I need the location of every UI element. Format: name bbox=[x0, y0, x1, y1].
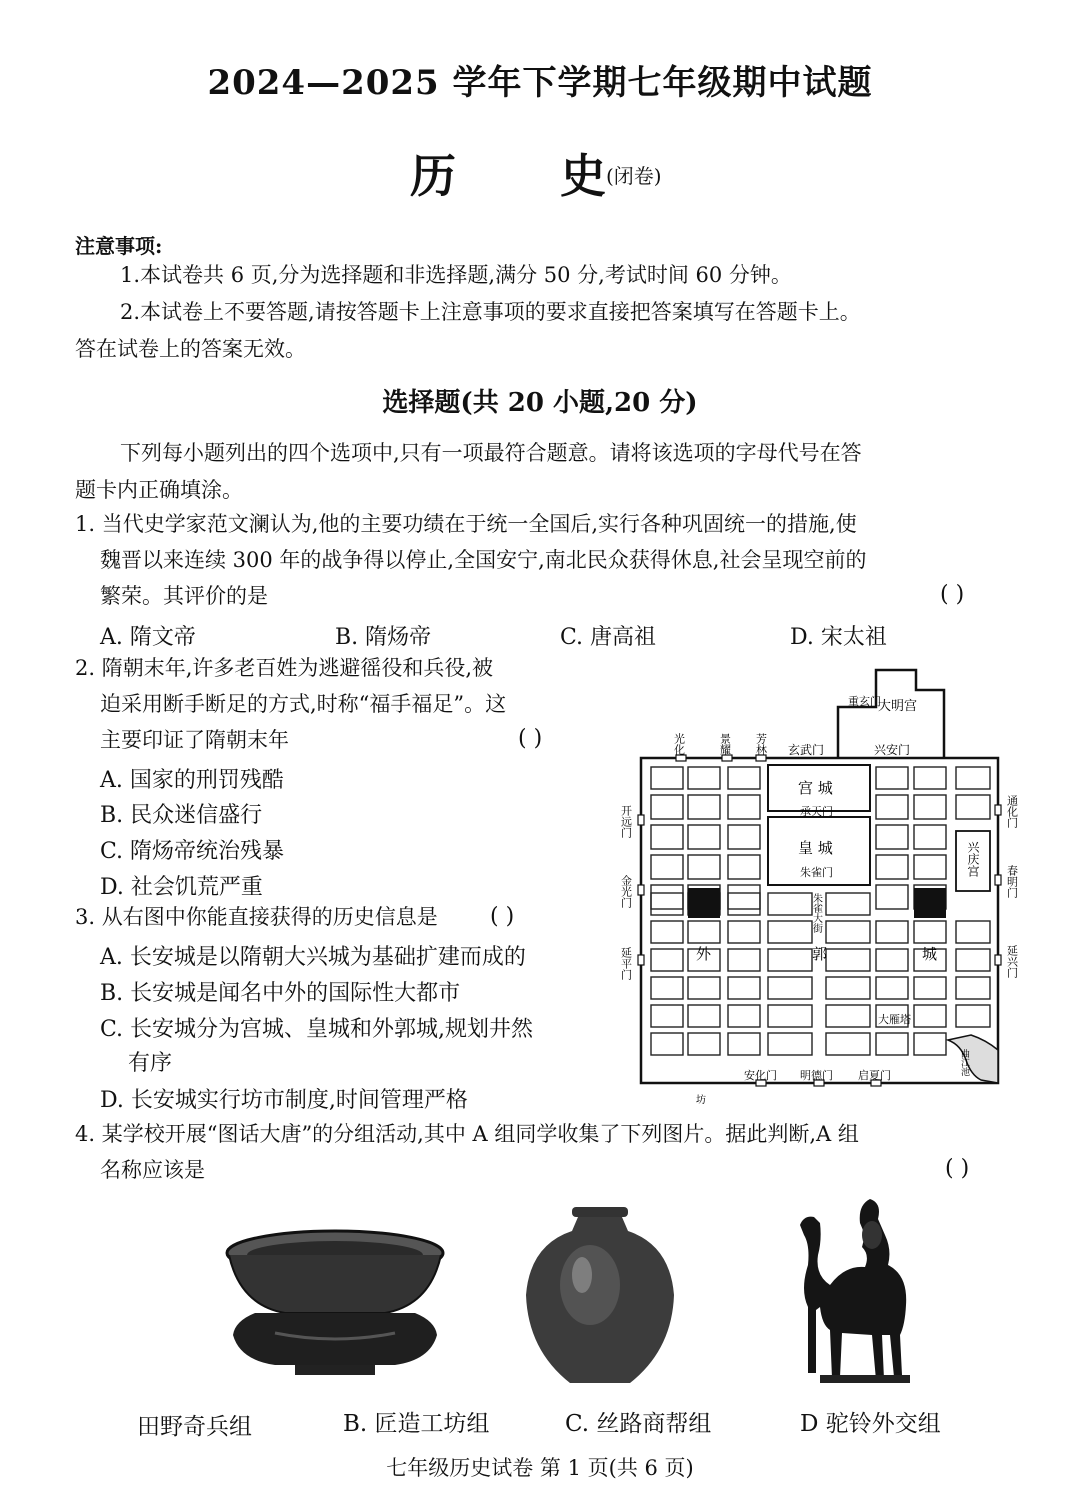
map-label-yanxing: 延兴门 bbox=[1005, 945, 1019, 978]
map-label-guo: 郭 bbox=[812, 945, 828, 963]
camel-figurine-image bbox=[790, 1195, 920, 1395]
map-label-mingde: 明德门 bbox=[800, 1069, 833, 1082]
map-label-xingqing: 兴庆宫 bbox=[966, 841, 980, 877]
section-heading: 选择题(共 20 小题,20 分) bbox=[382, 388, 698, 418]
q1-option-c: C. 唐高祖 bbox=[560, 625, 657, 650]
section-intro: 下列每小题列出的四个选项中,只有一项最符合题意。请将该选项的字母代号在答 bbox=[120, 441, 862, 465]
q1-stem-line-2: 魏晋以来连续 300 年的战争得以停止,全国安宁,南北民众获得休息,社会呈现空前的 bbox=[100, 548, 867, 572]
west-market bbox=[688, 888, 720, 918]
map-label-qujiang: 曲江池 bbox=[959, 1049, 969, 1076]
q2-answer-paren: ( ) bbox=[518, 726, 543, 751]
q2-stem-line-3: 主要印证了隋朝末年 bbox=[100, 728, 289, 752]
q3-option-d: D. 长安城实行坊市制度,时间管理严格 bbox=[100, 1088, 468, 1113]
map-label-guanghua: 光化 bbox=[672, 733, 686, 755]
subject-char-1: 历 bbox=[410, 149, 456, 203]
east-market bbox=[914, 888, 946, 918]
map-label-xingan: 兴安门 bbox=[874, 743, 911, 757]
q4-option-d: D 驼铃外交组 bbox=[800, 1411, 941, 1437]
map-label-jingyao: 景耀 bbox=[718, 733, 732, 755]
map-label-yanping: 延平门 bbox=[619, 947, 633, 980]
note-item-1: 1.本试卷共 6 页,分为选择题和非选择题,满分 50 分,考试时间 60 分钟。 bbox=[120, 263, 792, 287]
q3-option-b: B. 长安城是闻名中外的国际性大都市 bbox=[100, 981, 461, 1006]
map-label-cheng: 城 bbox=[922, 945, 938, 963]
map-label-dayan: 大雁塔 bbox=[878, 1013, 911, 1026]
q3-option-c-cont: 有序 bbox=[128, 1051, 173, 1076]
q4-stem-line-1: 4. 某学校开展“图话大唐”的分组活动,其中 A 组同学收集了下列图片。据此判断,A 组 bbox=[75, 1122, 859, 1146]
map-label-street: 朱雀大街 bbox=[810, 893, 822, 933]
q2-option-a: A. 国家的刑罚残酷 bbox=[100, 768, 284, 793]
q3-option-a: A. 长安城是以隋朝大兴城为基础扩建而成的 bbox=[100, 945, 526, 970]
map-label-gongcheng: 宫 城 bbox=[798, 779, 833, 797]
page-footer: 七年级历史试卷 第 1 页(共 6 页) bbox=[386, 1456, 694, 1480]
q2-stem-line-1: 2. 隋朝末年,许多老百姓为逃避徭役和兵役,被 bbox=[75, 656, 494, 680]
section-intro-cont: 题卡内正确填涂。 bbox=[75, 478, 243, 502]
map-label-xuanwu: 玄武门 bbox=[788, 743, 825, 757]
q1-stem-line-3: 繁荣。其评价的是 bbox=[100, 584, 268, 608]
q3-stem: 3. 从右图中你能直接获得的历史信息是 bbox=[75, 905, 438, 929]
map-label-zhuque: 朱雀门 bbox=[800, 866, 833, 879]
q1-answer-paren: ( ) bbox=[940, 582, 965, 607]
map-label-chongxuan: 重玄门 bbox=[848, 695, 881, 708]
map-label-jinguang: 金光门 bbox=[619, 875, 633, 908]
note-item-2: 2.本试卷上不要答题,请按答题卡上注意事项的要求直接把答案填写在答题卡上。 bbox=[120, 300, 861, 324]
q2-option-c: C. 隋炀帝统治残暴 bbox=[100, 839, 285, 864]
q1-option-a: A. 隋文帝 bbox=[100, 625, 196, 650]
exam-title: 2024—2025 学年下学期七年级期中试题 bbox=[207, 63, 873, 103]
q3-option-c: C. 长安城分为宫城、皇城和外郭城,规划井然 bbox=[100, 1017, 534, 1042]
q2-stem-line-2: 迫采用断手断足的方式,时称“福手福足”。这 bbox=[100, 692, 507, 716]
map-label-qixia: 启夏门 bbox=[858, 1069, 891, 1082]
map-label-tonghua: 通化门 bbox=[1005, 795, 1019, 828]
map-label-chunming: 春明门 bbox=[1005, 865, 1019, 898]
map-label-fanglin: 芳林 bbox=[754, 733, 768, 755]
q4-stem-line-2: 名称应该是 bbox=[100, 1158, 205, 1182]
jar-image bbox=[520, 1205, 680, 1390]
q4-option-a: 田野奇兵组 bbox=[137, 1414, 252, 1440]
q1-stem-line-1: 1. 当代史学家范文澜认为,他的主要功绩在于统一全国后,实行各种巩固统一的措施,使 bbox=[75, 512, 857, 536]
q1-option-b: B. 隋炀帝 bbox=[335, 625, 432, 650]
q1-option-d: D. 宋太祖 bbox=[790, 625, 887, 650]
q4-option-c: C. 丝路商帮组 bbox=[565, 1411, 712, 1437]
bowl-image bbox=[215, 1225, 455, 1385]
changan-city-map bbox=[616, 655, 1026, 1105]
closed-book-note: (闭卷) bbox=[606, 164, 662, 188]
subject-char-2: 史 bbox=[560, 149, 606, 203]
q3-answer-paren: ( ) bbox=[490, 904, 515, 929]
map-label-chengtian: 承天门 bbox=[800, 805, 833, 818]
note-item-2-cont: 答在试卷上的答案无效。 bbox=[75, 337, 306, 361]
map-label-huangcheng: 皇 城 bbox=[798, 839, 833, 857]
q4-option-b: B. 匠造工坊组 bbox=[343, 1411, 490, 1437]
map-label-anhua: 安化门 bbox=[744, 1069, 777, 1082]
notes-heading: 注意事项: bbox=[75, 234, 163, 258]
q2-option-b: B. 民众迷信盛行 bbox=[100, 803, 263, 828]
map-label-kaiyuan: 开远门 bbox=[619, 805, 633, 838]
q2-option-d: D. 社会饥荒严重 bbox=[100, 875, 263, 900]
map-label-fang: 坊 bbox=[696, 1095, 706, 1105]
map-label-daming: 大明宫 bbox=[878, 699, 918, 714]
q4-answer-paren: ( ) bbox=[945, 1156, 970, 1181]
map-label-wai: 外 bbox=[696, 945, 712, 963]
